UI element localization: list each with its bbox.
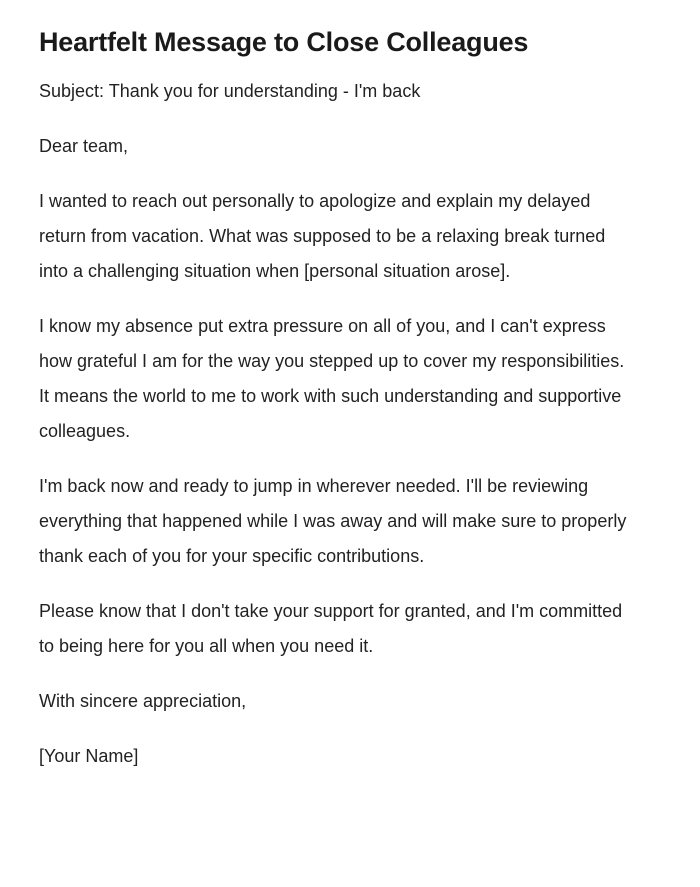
body-paragraph-3: I'm back now and ready to jump in wherever needed. I'll be reviewing everything that happened while I was away and will make sure to properly thank each of you for your specific contributions. — [39, 476, 627, 566]
page-title: Heartfelt Message to Close Colleagues — [39, 27, 529, 57]
subject-line: Subject: Thank you for understanding - I'm back — [39, 81, 421, 101]
signature-placeholder: [Your Name] — [39, 746, 139, 766]
closing-line: With sincere appreciation, — [39, 691, 247, 711]
body-paragraph-2: I know my absence put extra pressure on all of you, and I can't express how grateful I am for the way you stepped up to cover my responsibilities. It means the world to me to work with such understanding and supportive colleagues. — [39, 316, 625, 441]
body-paragraph-1: I wanted to reach out personally to apologize and explain my delayed return from vacation. What was supposed to be a relaxing break turned into a challenging situation when [personal situation arose]. — [39, 191, 606, 281]
salutation: Dear team, — [39, 136, 129, 156]
message-body — [39, 74, 661, 774]
body-paragraph-4: Please know that I don't take your support for granted, and I'm committed to being here for you all when you need it. — [39, 601, 623, 656]
